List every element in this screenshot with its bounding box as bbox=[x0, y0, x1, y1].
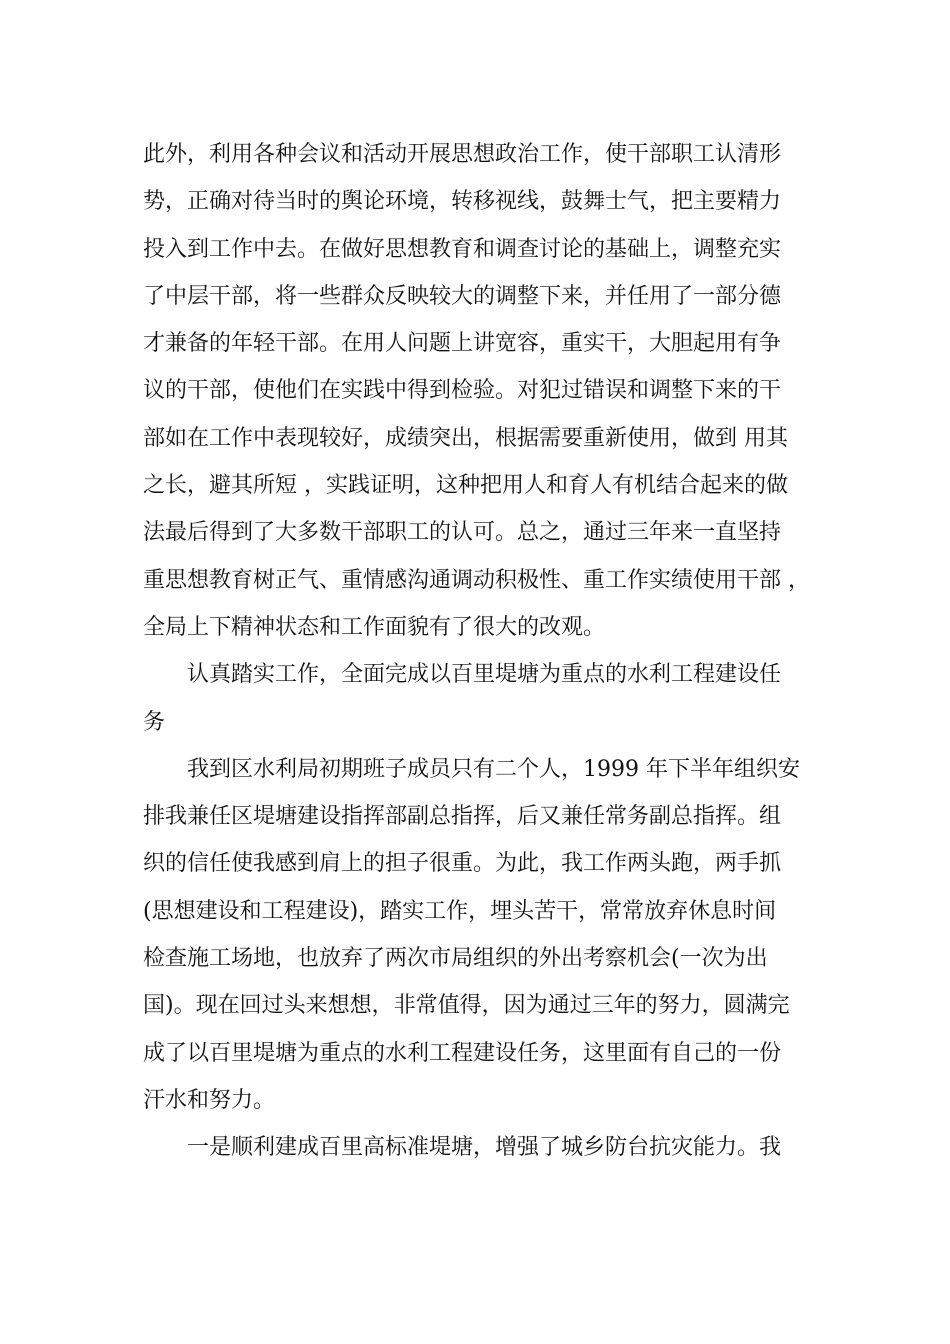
text-line: (思想建设和工程建设)，踏实工作，埋头苦干，常常放弃休息时间 bbox=[143, 898, 777, 924]
text-line: 才兼备的年轻干部。在用人问题上讲宽容，重实干，大胆起用有争 bbox=[143, 331, 782, 357]
text-line: 法最后得到了大多数干部职工的认可。总之，通过三年来一直坚持 bbox=[143, 520, 782, 546]
text-line: 了中层干部，将一些群众反映较大的调整下来，并任用了一部分德 bbox=[143, 283, 782, 309]
text-line: 投入到工作中去。在做好思想教育和调查讨论的基础上，调整充实 bbox=[143, 236, 782, 262]
text-line: 全局上下精神状态和工作面貌有了很大的改观。 bbox=[143, 614, 606, 640]
text-line: 汗水和努力。 bbox=[143, 1087, 276, 1113]
text-line: 部如在工作中表现较好，成绩突出，根据需要重新使用，做到 用其 bbox=[143, 425, 788, 451]
body-text bbox=[143, 131, 813, 1172]
text-line: 此外，利用各种会议和活动开展思想政治工作，使干部职工认清形 bbox=[143, 142, 782, 167]
text-line: 织的信任使我感到肩上的担子很重。为此，我工作两头跑，两手抓 bbox=[143, 851, 782, 877]
text-line: 国)。现在回过头来想想，非常值得，因为通过三年的努力，圆满完 bbox=[143, 993, 790, 1019]
text-line: 成了以百里堤塘为重点的水利工程建设任务，这里面有自己的一份 bbox=[143, 1040, 782, 1066]
text-line: 排我兼任区堤塘建设指挥部副总指挥，后又兼任常务副总指挥。组 bbox=[143, 804, 782, 830]
text-line: 一是顺利建成百里高标准堤塘，增强了城乡防台抗灾能力。我 bbox=[187, 1135, 782, 1161]
text-line: 议的干部，使他们在实践中得到检验。对犯过错误和调整下来的干 bbox=[143, 378, 782, 404]
text-line: 势，正确对待当时的舆论环境，转移视线，鼓舞士气，把主要精力 bbox=[143, 189, 782, 215]
section-heading-line: 务 bbox=[143, 709, 166, 735]
text-line: 我到区水利局初期班子成员只有二个人，1999 年下半年组织安 bbox=[187, 756, 800, 782]
text-line: 检查施工场地，也放弃了两次市局组织的外出考察机会(一次为出 bbox=[143, 946, 768, 972]
text-line: 之长，避其所短 ，实践证明，这种把用人和育人有机结合起来的做 bbox=[143, 473, 788, 499]
section-heading-line: 认真踏实工作，全面完成以百里堤塘为重点的水利工程建设任 bbox=[187, 662, 782, 688]
text-line: 重思想教育树正气、重情感沟通调动积极性、重工作实绩使用干部 ， bbox=[143, 567, 810, 593]
